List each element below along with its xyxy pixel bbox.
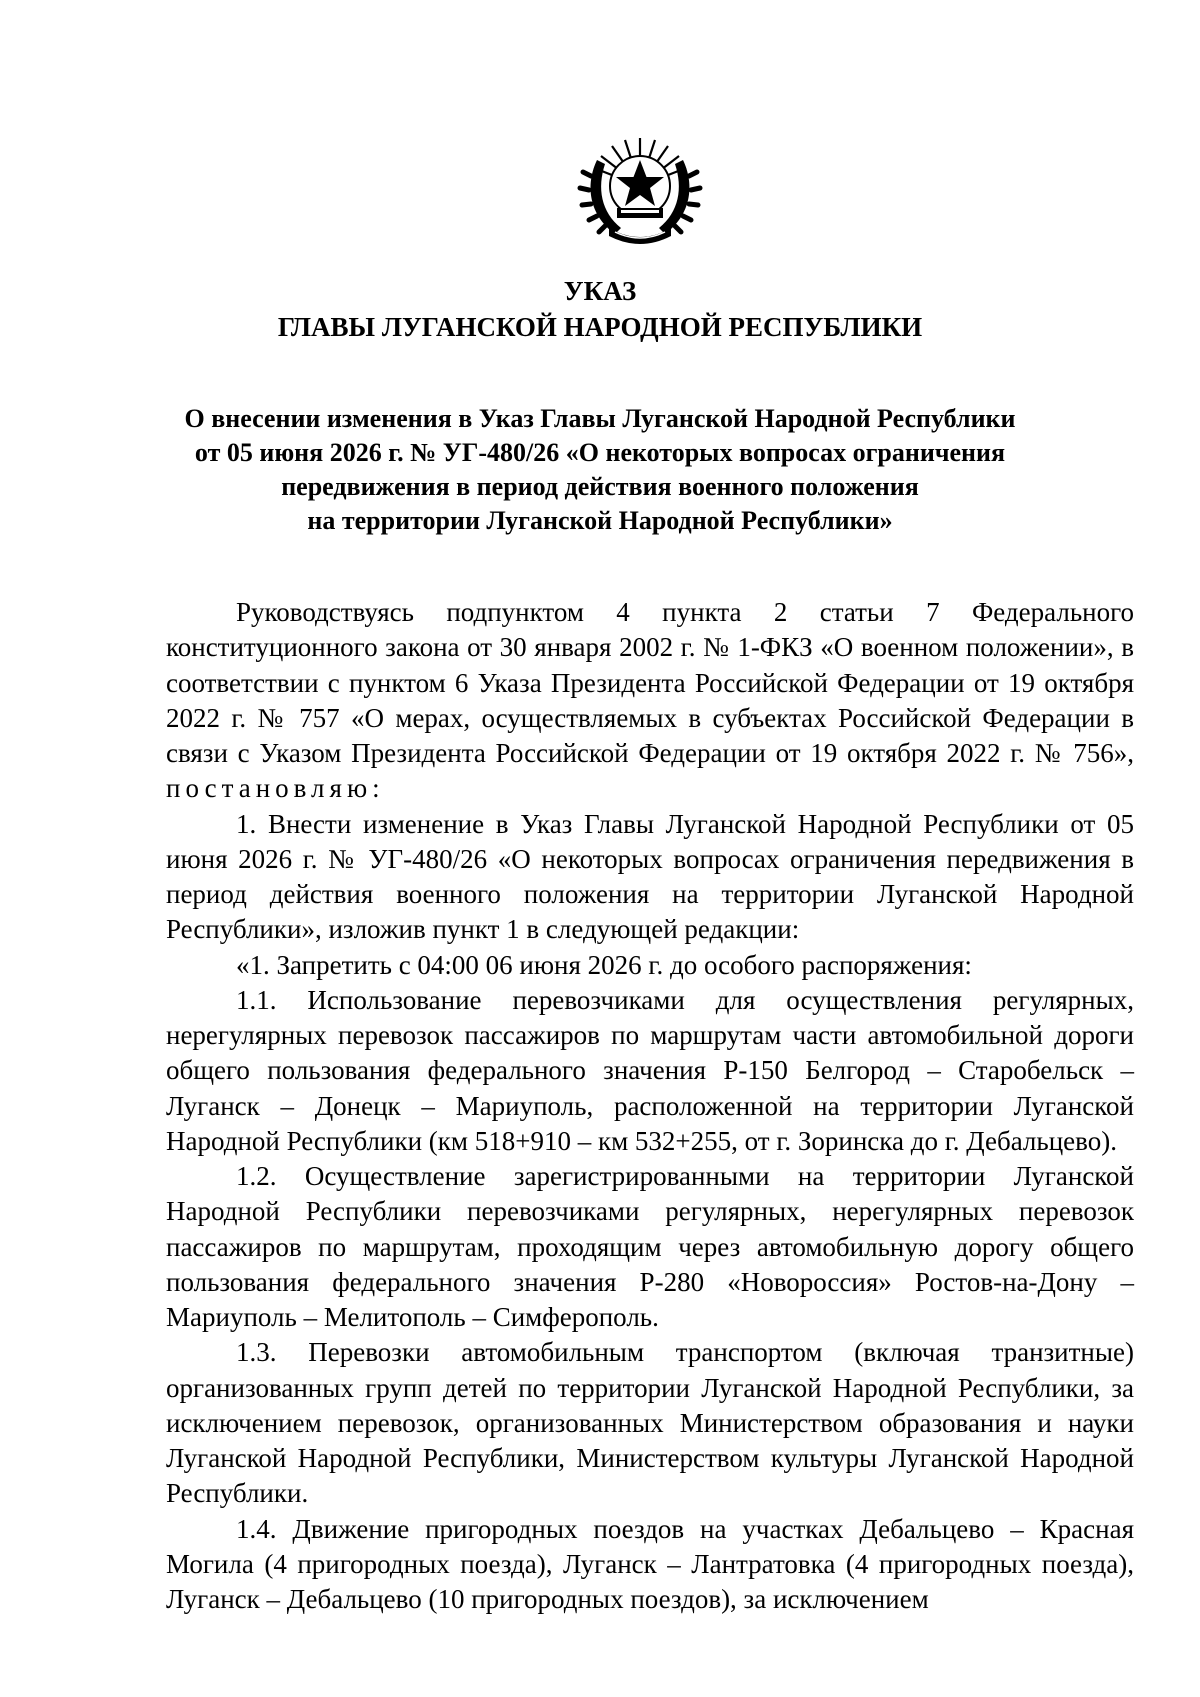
coat-of-arms-icon (575, 130, 705, 250)
subject-line: от 05 июня 2026 г. № УГ-480/26 «О некоторых вопросах ограничения (194, 438, 1006, 467)
subject-line: передвижения в период действия военного положения (281, 472, 919, 501)
issuing-authority: ГЛАВЫ ЛУГАНСКОЙ НАРОДНОЙ РЕСПУБЛИКИ (277, 312, 923, 342)
preamble-text: Руководствуясь подпунктом 4 пункта 2 статьи 7 Федерального конституционного закона от 30 января 2002 г. № 1-ФКЗ «О военном положении», в соответствии с пунктом 6 Указа Президента Российской Федерации от 19 октября 2022 г. № 757 «О мерах, осуществляемых в субъектах Российской Федерации в связи с Указом Президента Российской Федерации от 19 октября 2022 г. № 756», (166, 597, 1134, 768)
item-1-3-paragraph: 1.3. Перевозки автомобильным транспортом (включая транзитные) организованных групп детей по территории Луганской Народной Республики, за исключением перевозок, организованных Министерством образования и науки Луганской Народной Республики, Министерством культуры Луганской Народной Республики. (166, 1337, 1134, 1509)
item-1-4-paragraph: 1.4. Движение пригородных поездов на участках Дебальцево – Красная Могила (4 пригородных поезда), Луганск – Лантратовка (4 пригородных поезда), Луганск – Дебальцево (10 пригородных поездов), за исключением (166, 1513, 1134, 1614)
quoted-item-1: «1. Запретить с 04:00 06 июня 2026 г. до особого распоряжения: (236, 949, 972, 980)
decree-subject (160, 402, 1040, 538)
decree-word: постановляю: (166, 773, 385, 804)
subject-line: на территории Луганской Народной Республики» (307, 506, 893, 535)
item-1-paragraph: 1. Внести изменение в Указ Главы Луганской Народной Республики от 05 июня 2026 г. № УГ-480/26 «О некоторых вопросах ограничения передвижения в период действия военного положения на территории Луганской Народной Республики», изложив пункт 1 в следующей редакции: (166, 808, 1134, 945)
subject-line: О внесении изменения в Указ Главы Луганской Народной Республики (184, 404, 1016, 433)
document-type-title: УКАЗ (563, 276, 637, 306)
item-1-2-paragraph: 1.2. Осуществление зарегистрированными на территории Луганской Народной Республики перевозчиками регулярных, нерегулярных перевозок пассажиров по маршрутам, проходящим через автомобильную дорогу общего пользования федерального значения Р-280 «Новороссия» Ростов-на-Дону – Мариуполь – Мелитополь – Симферополь. (166, 1161, 1134, 1332)
item-1-1-paragraph: 1.1. Использование перевозчиками для осуществления регулярных, нерегулярных перевозок пассажиров по маршрутам части автомобильной дороги общего пользования федерального значения Р-150 Белгород – Старобельск – Луганск – Донецк – Мариуполь, расположенной на территории Луганской Народной Республики (км 518+910 – км 532+255, от г. Зоринска до г. Дебальцево). (166, 984, 1134, 1156)
decree-body (166, 595, 1134, 1617)
preamble-paragraph (166, 595, 1134, 807)
